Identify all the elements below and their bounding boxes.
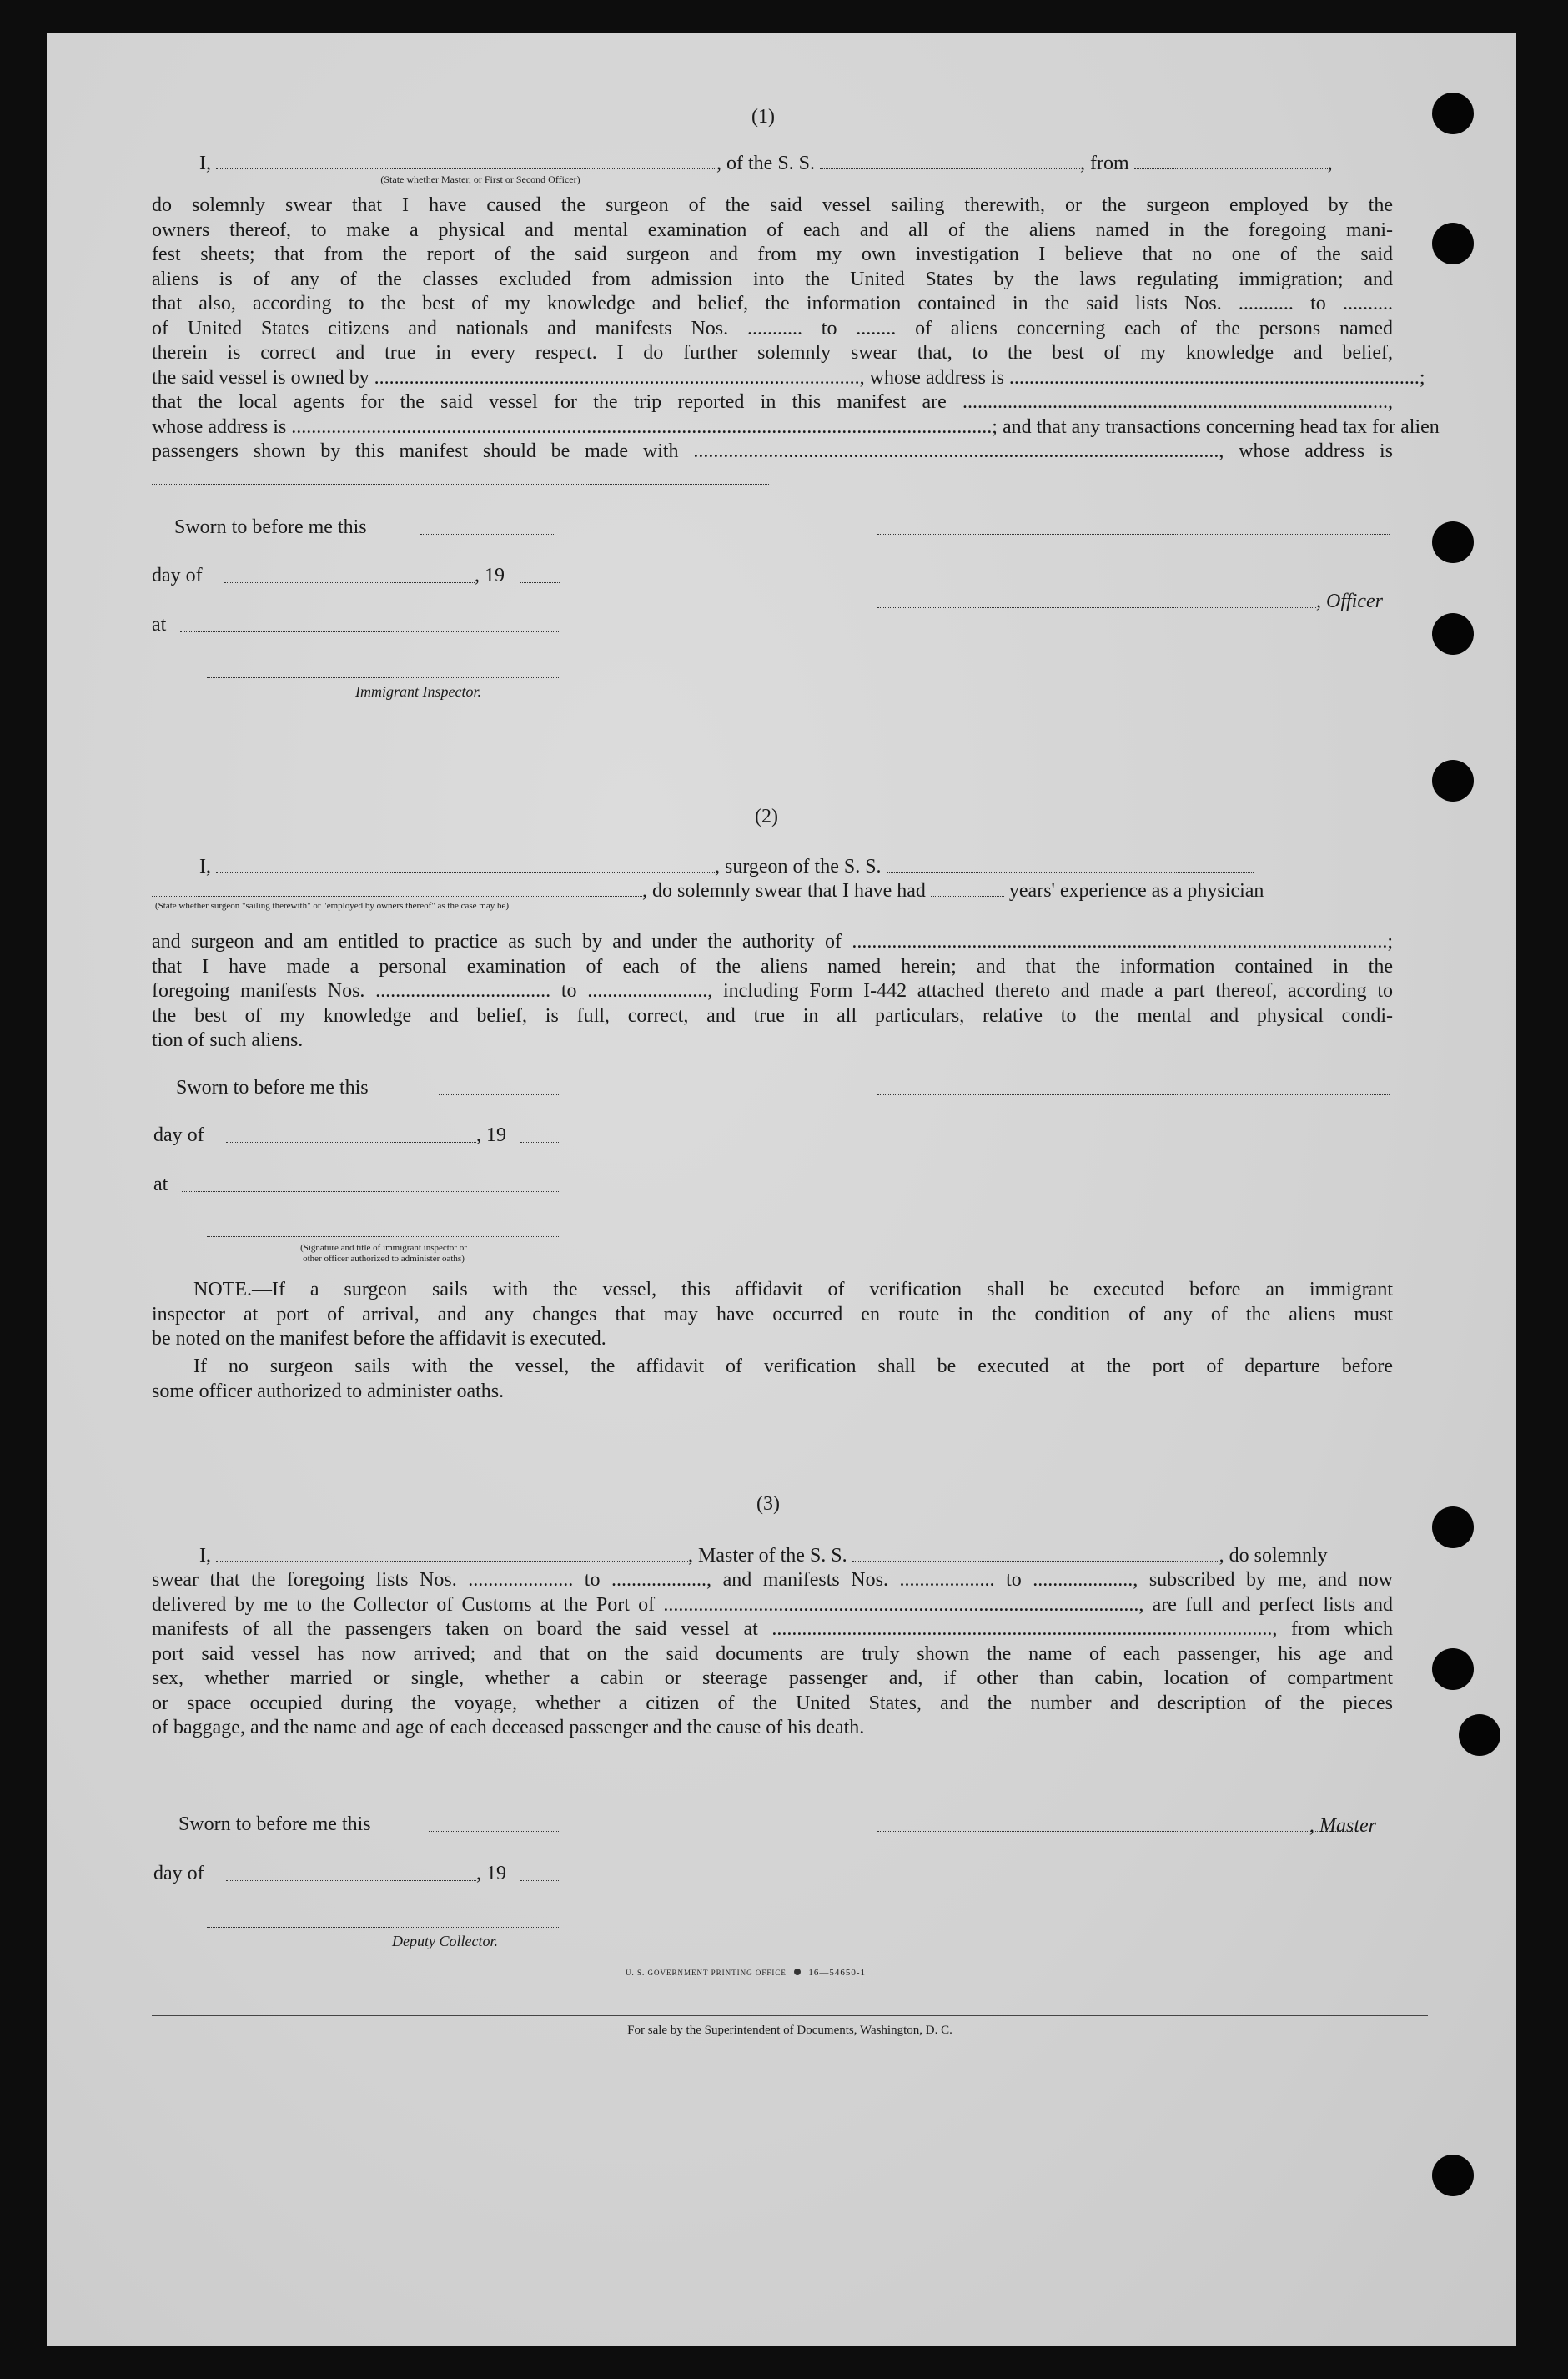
ss-label: , of the S. S. bbox=[716, 153, 816, 174]
punch-hole bbox=[1432, 760, 1474, 802]
surgeon-type-field[interactable] bbox=[152, 879, 642, 897]
i-label: I, bbox=[199, 856, 211, 878]
oath-line: tion of such aliens. bbox=[152, 1029, 304, 1051]
section-1-oath-body bbox=[152, 194, 1440, 465]
signature-caption-1: (Signature and title of immigrant inspector or bbox=[300, 1243, 467, 1253]
oath-line: that the local agents for the said vessel for the trip reported in this manifest are ....................................................................................., bbox=[152, 391, 1393, 413]
vessel-name-field[interactable] bbox=[887, 855, 1254, 873]
section-1-number: (1) bbox=[751, 106, 775, 128]
surgeon-type-caption: (State whether surgeon "sailing therewith" or "employed by owners thereof" as the case may be) bbox=[155, 901, 510, 911]
officer-title-field[interactable] bbox=[877, 607, 1316, 608]
master-signature-field[interactable] bbox=[877, 1831, 1358, 1832]
punch-hole bbox=[1432, 521, 1474, 563]
at-label: at bbox=[152, 614, 167, 636]
rank-caption: (State whether Master, or First or Second Officer) bbox=[380, 174, 580, 185]
punch-hole bbox=[1432, 93, 1474, 134]
officer-signature-field[interactable] bbox=[877, 534, 1390, 535]
oath-line: fest sheets; that from the report of the said surgeon and from my own investigation I believe that no one of the said bbox=[152, 244, 1393, 265]
oath-line: therein is correct and true in every respect. I do further solemnly swear that, to the best of my knowledge and belief, bbox=[152, 342, 1393, 364]
printing-office-text: U. S. GOVERNMENT PRINTING OFFICE bbox=[626, 1969, 787, 1977]
sworn-date-field[interactable] bbox=[420, 534, 555, 535]
surgeon-name-field[interactable] bbox=[216, 855, 715, 873]
address-continuation-field[interactable] bbox=[152, 484, 769, 485]
punch-hole bbox=[1432, 1506, 1474, 1548]
section-3-number: (3) bbox=[756, 1493, 780, 1515]
punch-hole bbox=[1459, 1714, 1500, 1756]
section-3-first-line bbox=[199, 1544, 1328, 1568]
place-field[interactable] bbox=[182, 1191, 559, 1192]
surgeon-signature-field[interactable] bbox=[877, 1094, 1390, 1095]
oath-line: or space occupied during the voyage, whether a citizen of the United States, and the number and description of the pieces bbox=[152, 1692, 1393, 1714]
swear-label: , do solemnly swear that I have had bbox=[642, 880, 926, 902]
i-label: I, bbox=[199, 1545, 211, 1567]
section-1-oath-first-line bbox=[199, 152, 1333, 176]
solemnly-label: , do solemnly bbox=[1219, 1545, 1328, 1567]
month-field[interactable] bbox=[226, 1880, 476, 1881]
punch-hole bbox=[1432, 223, 1474, 264]
note-line: If no surgeon sails with the vessel, the affidavit of verification shall be executed at the port of departure before bbox=[193, 1355, 1393, 1377]
punch-hole bbox=[1432, 2155, 1474, 2196]
note-line: be noted on the manifest before the affidavit is executed. bbox=[152, 1328, 606, 1350]
form-code: 16—54650-1 bbox=[808, 1968, 867, 1978]
year-field[interactable] bbox=[520, 1880, 559, 1881]
section-2-oath-body bbox=[152, 930, 1393, 1054]
vessel-name-field[interactable] bbox=[820, 152, 1080, 169]
oath-line: foregoing manifests Nos. ................................... to ........................, including Form I-442 attached thereto and made a part thereof, according to bbox=[152, 980, 1393, 1002]
years-experience-field[interactable] bbox=[931, 879, 1004, 897]
i-label: I, bbox=[199, 153, 211, 174]
at-label: at bbox=[153, 1174, 168, 1195]
signature-caption-2: other officer authorized to administer oaths) bbox=[303, 1254, 465, 1264]
year-field[interactable] bbox=[520, 1142, 559, 1143]
day-of-label: day of bbox=[153, 1124, 204, 1146]
oath-line: and surgeon and am entitled to practice as such by and under the authority of ...........................................................................................................; bbox=[152, 931, 1393, 953]
manifest-verification-page bbox=[47, 33, 1516, 2346]
master-of-label: , Master of the S. S. bbox=[688, 1545, 847, 1567]
departure-port-field[interactable] bbox=[1134, 152, 1328, 169]
section-2-second-line bbox=[152, 879, 1264, 903]
place-field[interactable] bbox=[180, 631, 559, 632]
surgeon-of-label: , surgeon of the S. S. bbox=[715, 856, 882, 878]
oath-line: swear that the foregoing lists Nos. ..................... to ..................., and manifests Nos. ................... to ...................., subscribed by me, and now bbox=[152, 1569, 1393, 1591]
oath-line: passengers shown by this manifest should be made with ........................................................................................................., whose address is bbox=[152, 440, 1393, 462]
oath-line: port said vessel has now arrived; and that on the said documents are truly shown the name of each passenger, his age and bbox=[152, 1642, 1393, 1665]
surgeon-note bbox=[152, 1278, 1393, 1352]
no-surgeon-note bbox=[152, 1355, 1393, 1404]
footer-rule bbox=[152, 2015, 1428, 2016]
year-label: , 19 bbox=[475, 565, 505, 586]
oath-line: owners thereof, to make a physical and mental examination of each and all of the aliens named in the foregoing mani- bbox=[152, 219, 1393, 241]
oath-line: whose address is ............................................................................................................................................; and that any transactions concerning head tax for alien bbox=[152, 415, 1440, 438]
sworn-date-field[interactable] bbox=[429, 1831, 559, 1832]
oath-line: delivered by me to the Collector of Customs at the Port of ..............................................................................................., are full and perfect lists and bbox=[152, 1593, 1393, 1616]
officer-rank-field[interactable] bbox=[216, 152, 716, 169]
note-line: NOTE.—If a surgeon sails with the vessel, this affidavit of verification shall be executed before an immigrant bbox=[193, 1279, 1393, 1300]
year-label: , 19 bbox=[476, 1863, 506, 1884]
sworn-label: Sworn to before me this bbox=[176, 1077, 369, 1099]
month-field[interactable] bbox=[226, 1142, 476, 1143]
deputy-collector-label: Deputy Collector. bbox=[392, 1933, 498, 1949]
oath-line: the best of my knowledge and belief, is full, correct, and true in all particulars, relative to the mental and physical condi- bbox=[152, 1004, 1393, 1027]
years-label: years' experience as a physician bbox=[1008, 880, 1264, 902]
section-2-first-line bbox=[199, 855, 1254, 879]
note-line: inspector at port of arrival, and any changes that may have occurred en route in the condition of any of the aliens must bbox=[152, 1303, 1393, 1325]
section-2-number: (2) bbox=[755, 806, 778, 827]
sworn-date-field[interactable] bbox=[439, 1094, 559, 1095]
officer-label: , Officer bbox=[1316, 591, 1383, 612]
master-name-field[interactable] bbox=[216, 1544, 688, 1562]
day-of-label: day of bbox=[152, 565, 203, 586]
inspector-signature-field[interactable] bbox=[207, 677, 559, 678]
oath-line: that also, according to the best of my knowledge and belief, the information contained in the said lists Nos. ........... to .......... bbox=[152, 293, 1393, 314]
day-of-label: day of bbox=[153, 1863, 204, 1884]
master-label: , Master bbox=[1309, 1815, 1376, 1837]
punch-hole bbox=[1432, 613, 1474, 655]
immigrant-inspector-label: Immigrant Inspector. bbox=[355, 683, 481, 700]
section-3-oath-body bbox=[152, 1568, 1393, 1741]
year-field[interactable] bbox=[520, 582, 560, 583]
oath-line: aliens is of any of the classes excluded from admission into the United States by the laws regulating immigration; and bbox=[152, 268, 1393, 290]
deputy-signature-field[interactable] bbox=[207, 1927, 559, 1928]
sale-notice: For sale by the Superintendent of Documents, Washington, D. C. bbox=[627, 2024, 952, 2037]
oath-line: the said vessel is owned by ................................................................................................., whose address is ..................................................................................; bbox=[152, 366, 1425, 389]
oath-line: of United States citizens and nationals and manifests Nos. ........... to ........ of aliens concerning each of the persons named bbox=[152, 317, 1393, 339]
month-field[interactable] bbox=[224, 582, 475, 583]
oath-line: manifests of all the passengers taken on board the said vessel at ...................................................................................................., from which bbox=[152, 1618, 1393, 1640]
sworn-label: Sworn to before me this bbox=[178, 1813, 371, 1835]
comma: , bbox=[1327, 153, 1333, 174]
sworn-label: Sworn to before me this bbox=[174, 516, 367, 538]
oath-line: sex, whether married or single, whether a cabin or steerage passenger and, if other than cabin, location of compartment bbox=[152, 1667, 1393, 1689]
from-label: , from bbox=[1080, 153, 1129, 174]
oath-line: do solemnly swear that I have caused the surgeon of the said vessel sailing therewith, or the surgeon employed by the bbox=[152, 194, 1393, 216]
inspector-signature-field[interactable] bbox=[207, 1236, 559, 1237]
note-line: some officer authorized to administer oaths. bbox=[152, 1380, 505, 1402]
oath-line: of baggage, and the name and age of each deceased passenger and the cause of his death. bbox=[152, 1717, 865, 1738]
printing-office-imprint bbox=[626, 1968, 866, 1978]
oath-line: that I have made a personal examination of each of the aliens named herein; and that the information contained in the bbox=[152, 955, 1393, 978]
year-label: , 19 bbox=[476, 1124, 506, 1146]
punch-hole bbox=[1432, 1648, 1474, 1690]
vessel-name-field[interactable] bbox=[852, 1544, 1219, 1562]
